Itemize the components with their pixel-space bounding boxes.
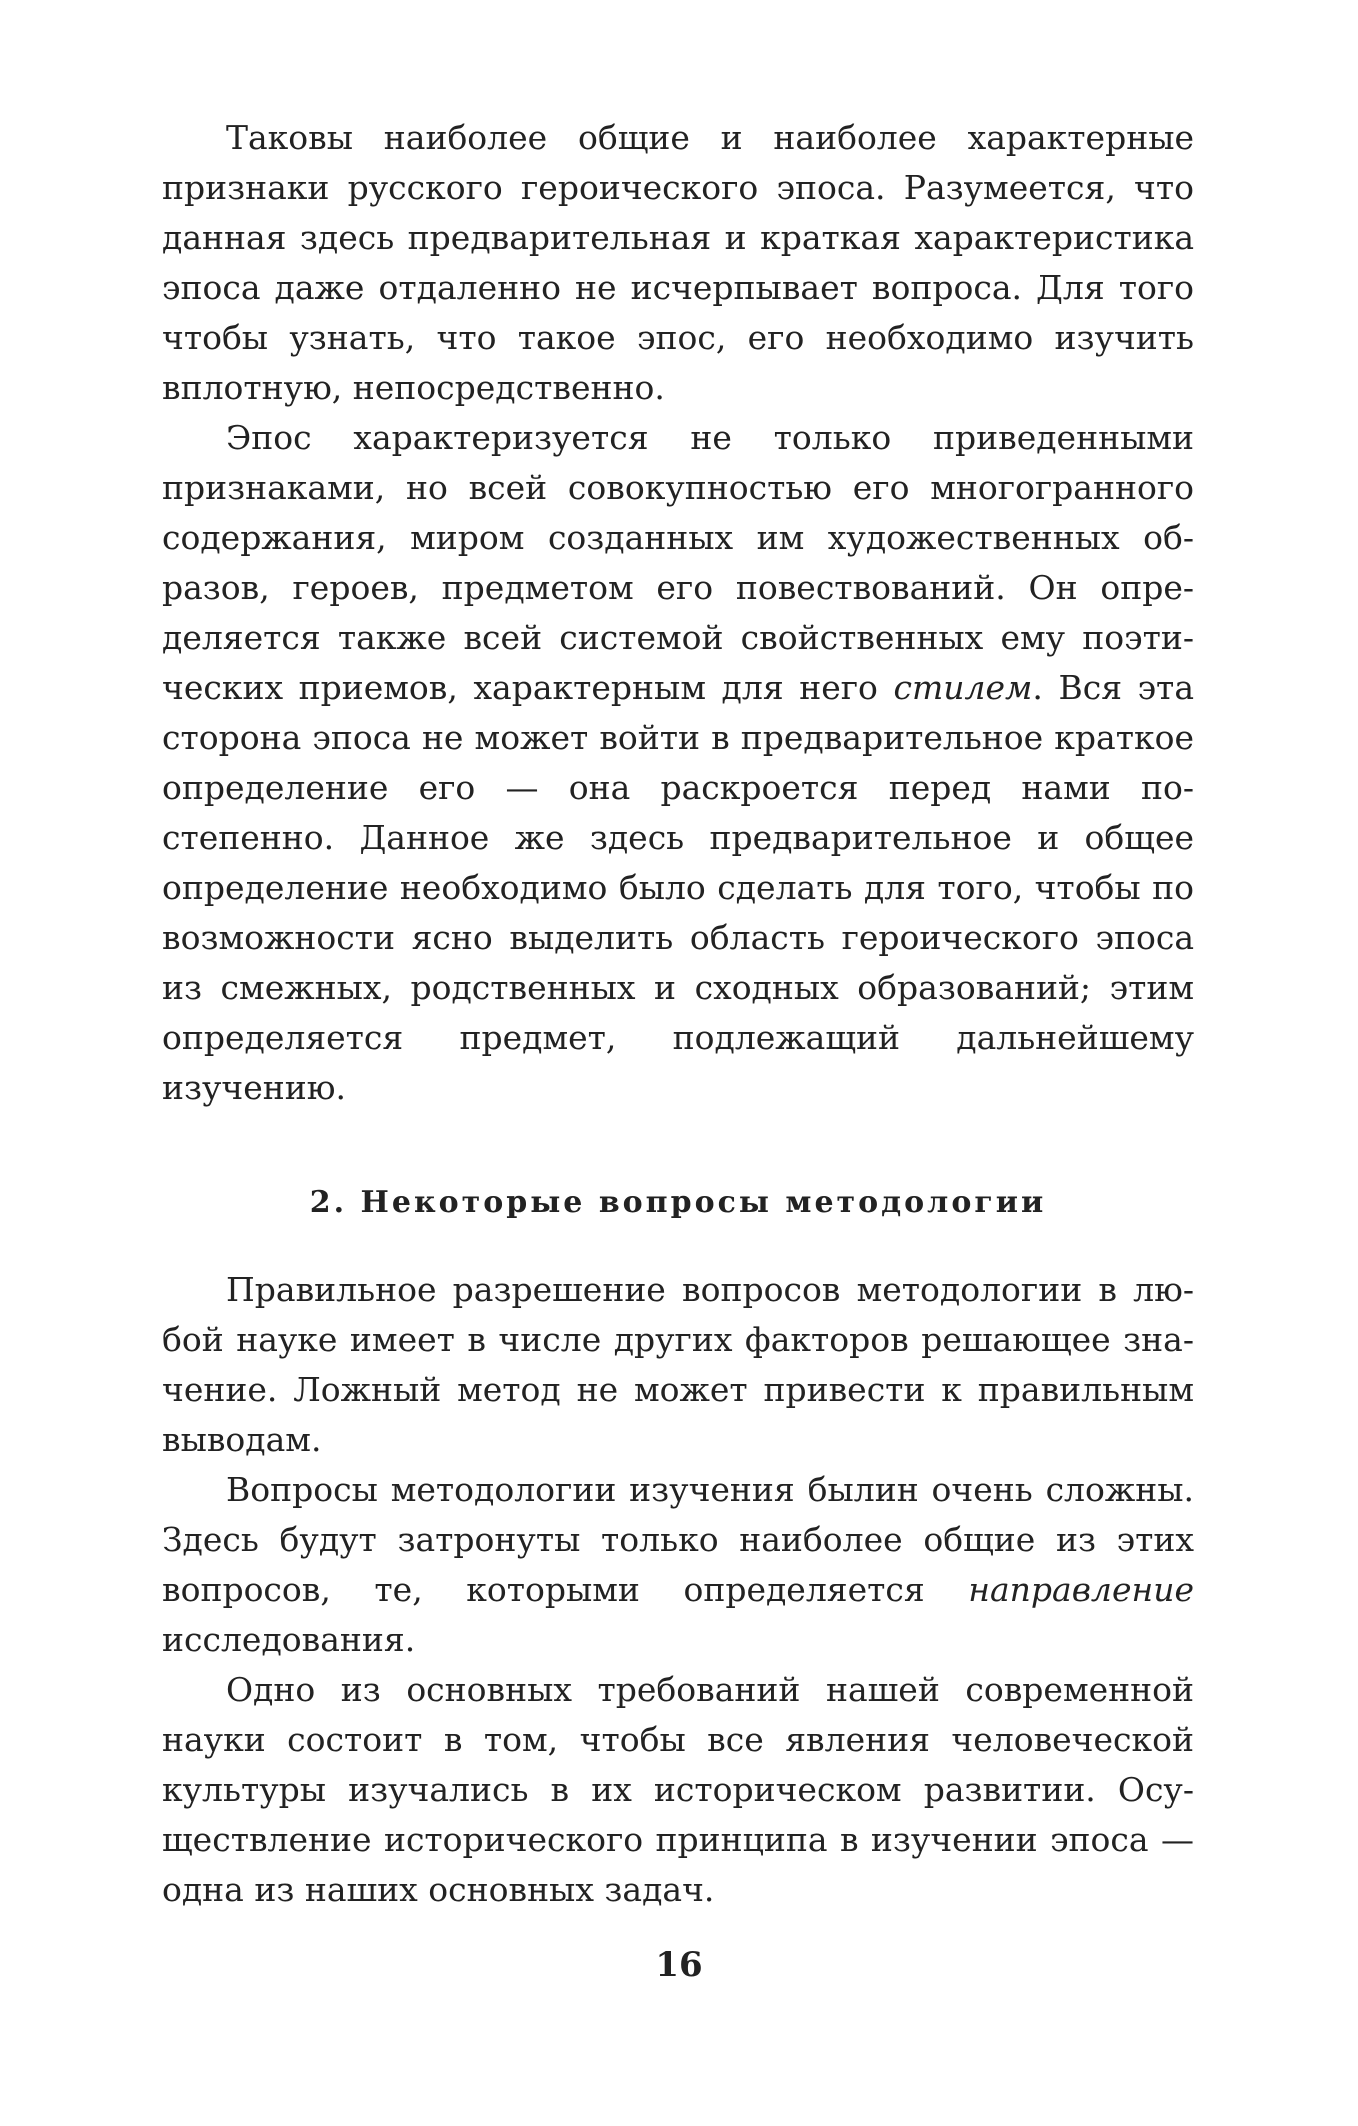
paragraph: Правильное разрешение вопросов методологии в любой науке имеет в числе других факторов решающее значение. Ложный метод не может привести к правильным выводам. <box>162 1270 1194 1459</box>
emphasis-text: направление <box>968 1570 1194 1609</box>
section-heading: 2. Некоторые вопросы методологии <box>309 1185 1047 1220</box>
page-number: 16 <box>655 1945 703 1985</box>
paragraph-text: Вопросы методологии изучения былин очень сложны. Здесь будут затронуты только наиболее общие из этих вопросов, те, которыми определяется <box>162 1470 1194 1609</box>
paragraph: Таковы наиболее общие и наиболее характерные признаки русского героического эпоса. Разумеется, что данная здесь предварительная и краткая характеристика эпоса даже отдаленно не исчерпывает вопроса. Для того чтобы узнать, что такое эпос, его необходимо изучить вплотную, непосредственно. <box>162 118 1194 407</box>
section-text-block <box>162 1265 1194 1915</box>
top-text-block <box>162 113 1194 1113</box>
paragraph <box>162 1465 1194 1665</box>
emphasis-text: стилем <box>893 668 1033 707</box>
paragraph-text: . Вся эта сторона эпоса не может войти в предварительное краткое определение его — она раскроется перед нами постепенно. Данное же здесь предварительное и общее определение необходимо было сделать для того, чтобы по возможности ясно выделить область героического эпоса из смежных, родственных и сходных образований; этим определяется предмет, подлежащий дальнейшему изучению. <box>162 668 1194 1107</box>
paragraph-text: Эпос характеризуется не только приведенными признаками, но всей совокупностью его многогранного содержания, миром созданных им художественных образов, героев, предметом его повествований. Он определяется также всей системой свойственных ему поэтических приемов, характерным для него <box>162 418 1194 707</box>
paragraph <box>162 413 1194 1113</box>
paragraph: Одно из основных требований нашей современной науки состоит в том, чтобы все явления человеческой культуры изучались в их историческом развитии. Осуществление исторического принципа в изучении эпоса — одна из наших основных задач. <box>162 1670 1194 1909</box>
paragraph-text: исследования. <box>162 1620 416 1659</box>
